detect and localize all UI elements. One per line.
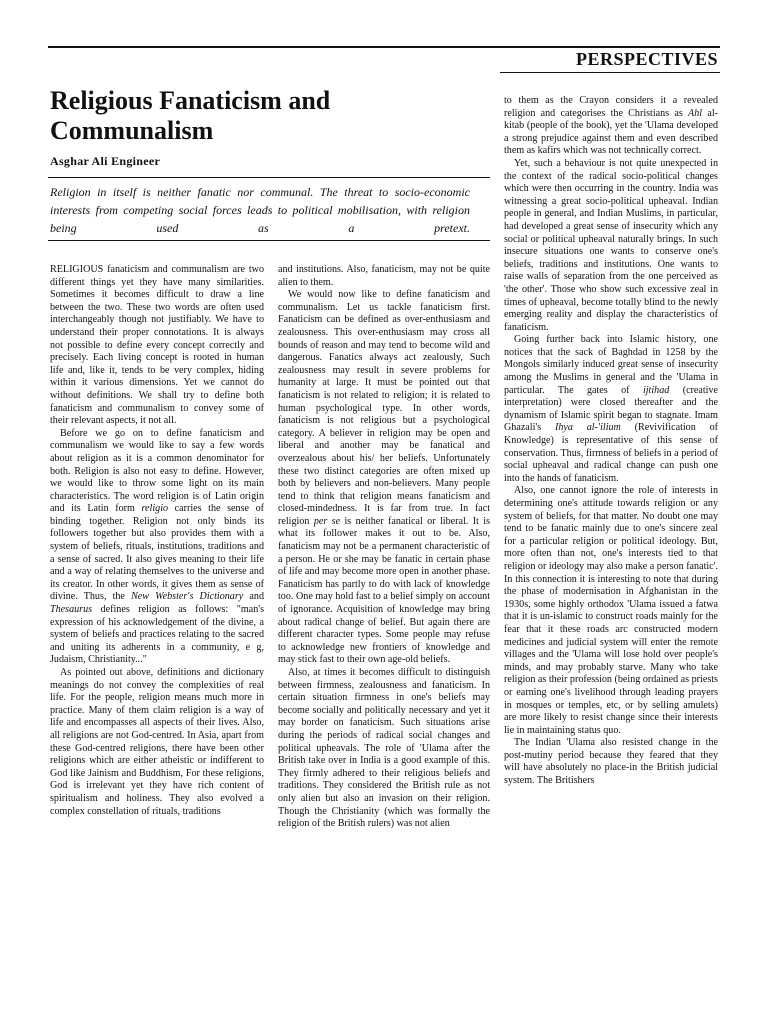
paragraph: Going further back into Islamic history, one notices that the sack of Baghdad in 1258 by the Mongols similarly induced great sense of insecurity among the Muslims in general and the 'Ulama in particular. The gates of ijtihad (creative interpretation) were closed thereafter and the dynamism of Islamic spirit began to stagnate. Imam Ghazali's Ihya al-'ilium (Revivification of Knowledge) is representative of this sense of conservation. Thus, firmness of beliefs in a period of social upheaval and radical change can push one into the hands of fanaticism. — [504, 334, 719, 484]
arabic-term: Ahl — [688, 107, 703, 119]
column-1 — [50, 264, 264, 818]
paragraph: Before we go on to define fanaticism and communalism we would like to say a few words about religion as it is a common denominator for both. Religion is also not easy to define. However, we would like to throw some light on its main characteristics. The word religion is of Latin origin and its Latin form religio carries the sense of binding together. Religion not only binds its followers together but also provides them with a system of beliefs, rituals, institutions, traditions and a sense of sacred. It also gives meaning to their life and a way of relating themselves to the universe and its creator. In other words, it gives them as sense of divine. Thus, the New Webster's Dictionary and Thesaurus defines religion as follows: "man's expression of his acknowledgement of the divine, a system of beliefs and practices relating to the sacred and uniting its adherents in a community, e g, Judaism, Christianity..." — [50, 427, 265, 666]
column-3 — [504, 95, 718, 788]
title-line-1: Religious Fanaticism and — [50, 86, 331, 115]
paragraph: and institutions. Also, fanaticism, may not be quite alien to them. — [278, 264, 490, 288]
author-byline: Asghar Ali Engineer — [50, 154, 161, 168]
paragraph: We would now like to define fanaticism and communalism. Let us tackle fanaticism first. Fanaticism can be defined as over-enthusiasm and zealousness. This over-enthusiasm may cross all bounds of reason and may tend to become wild and dangerous. Fanatics always act zealously, Such zealousness may result in severe problems for humanity at large. It must be pointed out that fanaticism is not related to religion; it is related to human psychological type. In other words, fanaticism is not religious but a psychological category. A believer in religion may be open and liberal and another may be fanatical and overzealous about his/ her beliefs. Unfortunately these two distinct categories are often mixed up both by believers and non-believers. Many people tend to think that religion means fanaticism and closed-mindedness. It is far from true. In fact religion per se is neither fanatical or liberal. It is what its follower makes it out to be. Also, fanaticism may not be a permanent characteristic of a person. He or she may be fanatic in certain phase of life and may become more open in another phase. Fanaticism has partly to do with lack of knowledge too. One may hold fast to a belief simply on account of ignorance. Acquisition of knowledge may bring about radical change of belief. But again there are different character types. Some people may refuse to acknowledge new frontiers of knowledge and may stick fast to their own age-old beliefs. — [278, 289, 491, 666]
section-heading: PERSPECTIVES — [575, 49, 718, 69]
column-2 — [278, 264, 490, 831]
paragraph: Yet, such a behaviour is not quite unexpected in the context of the radical socio-political changes which were then occurring in the country. India was witnessing a great socio-political upheaval. Indian people in general, and Indian Muslims, in particular, had developed a great sense of insecurity which any social or political upheaval naturally brings. In such insecure situations one wants to conserve one's beliefs, traditions and institutions. One wants to raise walls of separation from the one perceived as 'the other'. Those who show such excessive zeal in times of upheaval, become totally blind to the newly emerging reality and display the characteristics of fanaticism. — [504, 157, 718, 333]
article-title — [50, 86, 490, 146]
paragraph: Also, at times it becomes difficult to distinguish between firmness, zealousness and fanaticism. In certain situation firmness in one's beliefs may become socially and politically necessary and yet it may border on fanaticism. Such situations arise during the periods of radical social changes and political upheavals. The role of 'Ulama after the British take over in India is a good example of this. They firmly adhered to their religious beliefs and traditions. They considered the British rule as not only alien but also an invasion on their religion. Though the Christianity (which was formally the religion of the British rulers) was not alien — [278, 667, 490, 830]
paragraph: As pointed out above, definitions and dictionary meanings do not convey the complexities of real life. For the people, religion means much more in practice. Many of them claim religion is a way of life and encompasses all aspects of their lives. Also, all religions are not God-centred. In Asia, apart from these God-centred religions, there have been other religions which are either atheistic or indifferent to God like Jainism and Buddhism, For these religions, God is irrelevant yet they have rich content of spiritualism and holiness. They also evolved a complex constellation of rituals, traditions — [50, 667, 264, 817]
standfirst-top-rule — [48, 177, 490, 178]
paragraph: RELIGIOUS fanaticism and communalism are two different things yet they have many similarities. Sometimes it becomes difficult to draw a line between the two. These two words are often used interchangeably though not justifiably. We have to understand their proper connotations. It is always not possible to define every concept correctly and precisely. Each living concept is rooted in human life and, like it, tends to be very complex, hiding within it various dimensions. Yet we cannot do without definitions. We shall try to define both fanaticism and communalism to convey some of their relevant aspects, it not all. — [50, 264, 264, 427]
latin-term: per se — [313, 515, 341, 527]
arabic-term: ijtihad — [642, 384, 670, 396]
thesaurus-title: Thesaurus — [50, 604, 93, 616]
dictionary-title: New Webster's Dictionary — [131, 591, 244, 603]
standfirst: Religion in itself is neither fanatic nor communal. The threat to socio-economic interests from competing social forces leads to political mobilisation, with religion being used as a pretext. — [50, 185, 470, 235]
standfirst-bottom-rule — [48, 240, 490, 241]
title-line-2: Communalism — [50, 116, 214, 145]
top-rule — [48, 46, 720, 48]
paragraph: The Indian 'Ulama also resisted change in the post-mutiny period because they feared that they will have absolutely no place-in the British judicial system. The Britishers — [504, 737, 718, 787]
latin-term: religio — [141, 503, 169, 515]
book-title: Ihya al-'ilium — [554, 422, 621, 434]
section-rule — [500, 72, 720, 73]
paragraph: Also, one cannot ignore the role of interests in determining one's attitude towards religion or any system of beliefs, for that matter. No doubt one may tend to be fanatic mainly due to one's sincere zeal for a particular religion or political ideology. But, more often than not, one's interests tied to that religion or ideology may also make a person fanatic'. In this connection it is interesting to note that during the phase of modernisation in Afghanistan in the 1930s, some highly orthodox 'Ulama issued a fatwa that it is un-islamic to construct roads mainly for the fear that it these roads arc constructed modern medicines and judicial system will enter the remote villages and the 'Ulama will lose hold over people's minds, and may probably starve. Many who take religion as their profession (being ordained as priests or earning one's livelihood through leading prayers in mosques or temples, etc, or by selling amulets) are more likely to resist change since their interests lie in maintaining status quo. — [504, 485, 718, 736]
paragraph: to them as the Crayon considers it a revealed religion and categorises the Christians as Ahl al-kitab (people of the book), yet the 'Ulama developed a strong prejudice against them and even described them as kafirs which was not technically correct. — [504, 95, 718, 157]
